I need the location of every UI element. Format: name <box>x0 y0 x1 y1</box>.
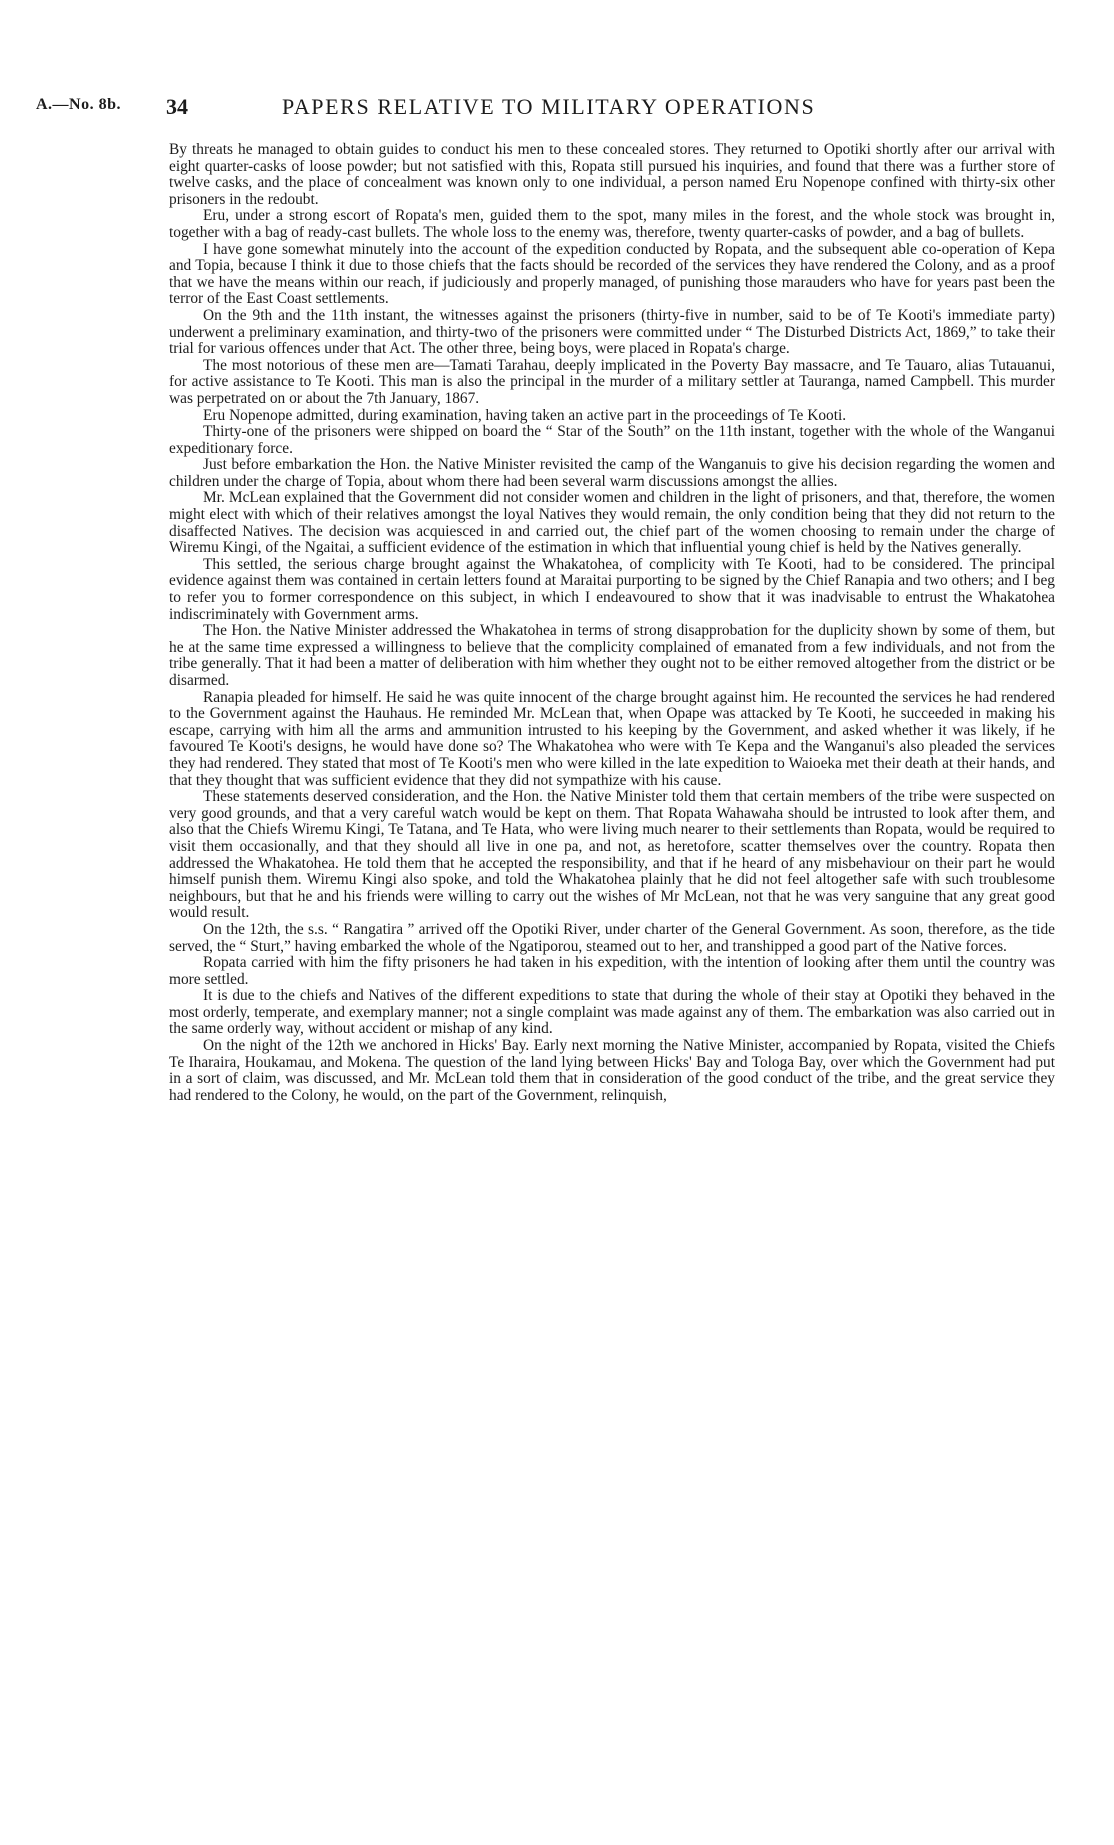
paragraph: This settled, the serious charge brought against the Whakatohea, of complicity with Te Kooti, had to be considered. The principal evidence against them was contained in certain letters found at Maraitai purporting to be signed by the Chief Ranapia and two others; and I beg to refer you to former correspondence on this subject, in which I endeavoured to show that it was inadvisable to entrust the Whakatohea indiscriminately with Government arms. <box>169 555 1055 623</box>
paragraph: On the 9th and the 11th instant, the witnesses against the prisoners (thirty-five in number, said to be of Te Kooti's immediate party) underwent a preliminary examination, and thirty-two of the prisoners were committed under “ The Disturbed Districts Act, 1869,” to take their trial for various offences under that Act. The other three, being boys, were placed in Ropata's charge. <box>169 306 1055 358</box>
paragraph: These statements deserved consideration, and the Hon. the Native Minister told them that certain members of the tribe were suspected on very good grounds, and that a very careful watch would be kept on them. That Ropata Wahawaha should be intrusted to look after them, and also that the Chiefs Wiremu Kingi, Te Tatana, and Te Hata, who were living much nearer to their settlements than Ropata, would be required to visit them occasionally, and that they should all live in one pa, and not, as heretofore, scatter themselves over the country. Ropata then addressed the Whakatohea. He told them that he accepted the responsibility, and that if he heard of any misbehaviour on their part he would himself punish them. Wiremu Kingi also spoke, and told the Whakatohea plainly that he did not feel altogether safe with such troublesome neighbours, but that he and his friends were willing to carry out the wishes of Mr McLean, not that he was very sanguine that any great good would result. <box>169 788 1055 922</box>
paragraph: I have gone somewhat minutely into the account of the expedition conducted by Ropata, and the subsequent able co-operation of Kepa and Topia, because I think it due to those chiefs that the facts should be recorded of the services they have rendered the Colony, and as a proof that we have the means within our reach, if judiciously and properly managed, of punishing those marauders who have for years past been the terror of the East Coast settlements. <box>169 240 1055 308</box>
page-number: 34 <box>166 94 188 119</box>
body-text <box>169 142 1055 1104</box>
paragraph: It is due to the chiefs and Natives of the different expeditions to state that during the whole of their stay at Opotiki they behaved in the most orderly, temperate, and exemplary manner; not a single complaint was made against any of them. The embarkation was also carried out in the same orderly way, without accident or mishap of any kind. <box>169 987 1055 1038</box>
paragraph: Ropata carried with him the fifty prisoners he had taken in his expedition, with the intention of looking after them until the country was more settled. <box>169 954 1055 988</box>
paragraph: On the night of the 12th we anchored in Hicks' Bay. Early next morning the Native Minister, accompanied by Ropata, visited the Chiefs Te Iharaira, Houkamau, and Mokena. The question of the land lying between Hicks' Bay and Tologa Bay, over which the Government had put in a sort of claim, was discussed, and Mr. McLean told them that in consideration of the good conduct of the tribe, and the great service they had rendered to the Colony, he would, on the part of the Government, relinquish, <box>169 1037 1055 1104</box>
paragraph: Eru, under a strong escort of Ropata's men, guided them to the spot, many miles in the forest, and the whole stock was brought in, together with a bag of ready-cast bullets. The whole loss to the enemy was, therefore, twenty quarter-casks of powder, and a bag of bullets. <box>169 207 1055 241</box>
paragraph: Mr. McLean explained that the Government did not consider women and children in the light of prisoners, and that, therefore, the women might elect with which of their relatives amongst the loyal Natives they would remain, the only condition being that they did not return to the disaffected Natives. The decision was acquiesced in and carried out, the chief part of the women choosing to remain under the charge of Wiremu Kingi, of the Ngaitai, a sufficient evidence of the estimation in which that influential young chief is held by the Natives generally. <box>169 489 1055 557</box>
running-title: PAPERS RELATIVE TO MILITARY OPERATIONS <box>282 94 816 119</box>
paragraph: Thirty-one of the prisoners were shipped on board the “ Star of the South” on the 11th instant, together with the whole of the Wanganui expeditionary force. <box>169 423 1055 457</box>
document-reference: A.—No. 8b. <box>36 96 122 113</box>
paragraph: Just before embarkation the Hon. the Native Minister revisited the camp of the Wanganuis to give his decision regarding the women and children under the charge of Topia, about whom there had been several warm discussions amongst the allies. <box>169 456 1055 490</box>
paragraph: By threats he managed to obtain guides to conduct his men to these concealed stores. They returned to Opotiki shortly after our arrival with eight quarter-casks of loose powder; but not satisfied with this, Ropata still pursued his inquiries, and found that there was a further store of twelve casks, and the place of concealment was known only to one individual, a person named Eru Nopenope confined with thirty-six other prisoners in the redoubt. <box>169 141 1055 208</box>
paragraph: The Hon. the Native Minister addressed the Whakatohea in terms of strong disapprobation for the duplicity shown by some of them, but he at the same time expressed a willingness to believe that the complicity complained of emanated from a few individuals, and not from the tribe generally. That it had been a matter of deliberation with him whether they ought not to be either removed altogether from the district or be disarmed. <box>169 622 1055 689</box>
page-header <box>36 94 1076 120</box>
paragraph: On the 12th, the s.s. “ Rangatira ” arrived off the Opotiki River, under charter of the General Government. As soon, therefore, as the tide served, the “ Sturt,” having embarked the whole of the Ngatiporou, steamed out to her, and transhipped a good part of the Native forces. <box>169 920 1055 955</box>
paragraph: The most notorious of these men are—Tamati Tarahau, deeply implicated in the Poverty Bay massacre, and Te Tauaro, alias Tutauanui, for active assistance to Te Kooti. This man is also the principal in the murder of a military settler at Tauranga, named Campbell. This murder was perpetrated on or about the 7th January, 1867. <box>169 356 1055 407</box>
paragraph: Eru Nopenope admitted, during examination, having taken an active part in the proceedings of Te Kooti. <box>203 406 847 424</box>
paragraph: Ranapia pleaded for himself. He said he was quite innocent of the charge brought against him. He recounted the services he had rendered to the Government against the Hauhaus. He reminded Mr. McLean that, when Opape was attacked by Te Kooti, he succeeded in making his escape, carrying with him all the arms and ammunition intrusted to his keeping by the Government, and asked whether it was likely, if he favoured Te Kooti's designs, he would have done so? The Whakatohea who were with Te Kepa and the Wanganui's also pleaded the services they had rendered. They stated that most of Te Kooti's men who were killed in the late expedition to Waioeka met their death at their hands, and that they thought that was sufficient evidence that they did not sympathize with his cause. <box>169 688 1055 789</box>
